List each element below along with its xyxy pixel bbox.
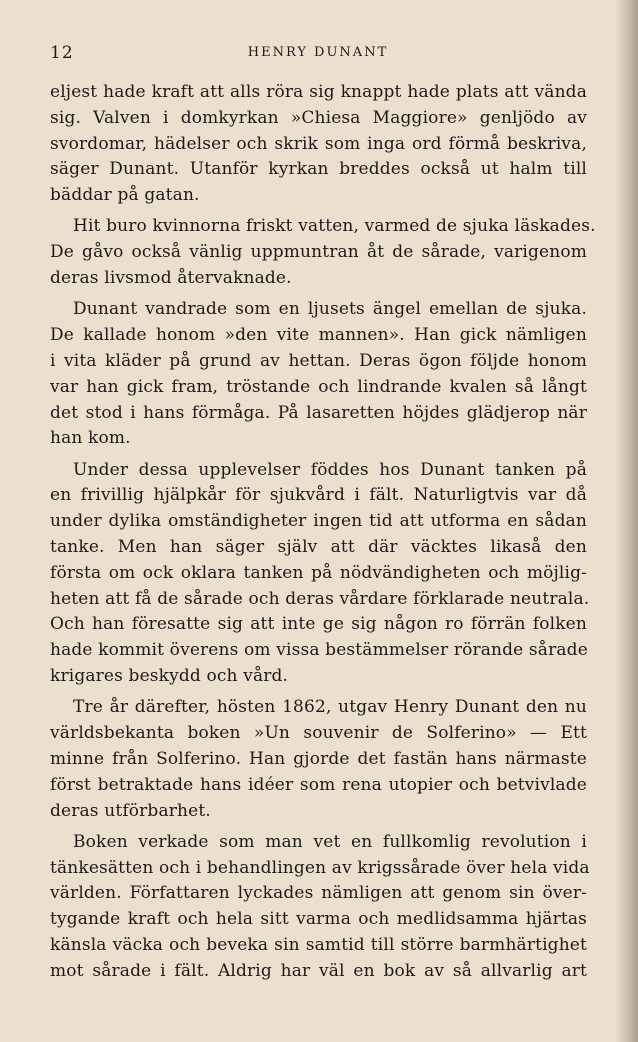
paragraph [50, 297, 587, 452]
text-line: krigares beskydd och vård. [50, 666, 289, 687]
text-line: eljest hade kraft att alls röra sig knappt hade plats att vända [50, 82, 587, 102]
text-line: säger Dunant. Utanför kyrkan breddes också ut halm till [50, 159, 587, 180]
text-line: mot sårade i fält. Aldrig har väl en bok av så allvarlig art [50, 960, 587, 981]
text-line: minne från Solferino. Han gjorde det fastän hans närmaste [50, 748, 587, 769]
paragraph [50, 214, 596, 291]
text-line: världsbekanta boken »Un souvenir de Solferino» — Ett [50, 723, 587, 744]
text-line: i vita kläder på grund av hettan. Deras ögon följde honom [50, 350, 587, 371]
text-line: en frivillig hjälpkår för sjukvård i fält. Naturligtvis var då [50, 485, 587, 506]
text-line: under dylika omständigheter ingen tid att utforma en sådan [50, 511, 587, 532]
text-line: första om ock oklara tanken på nödvändigheten och möjlig- [50, 562, 587, 583]
text-line: Och han föresatte sig att inte ge sig någon ro förrän folken [50, 614, 587, 635]
text-line: De gåvo också vänlig uppmuntran åt de sårade, varigenom [50, 242, 587, 263]
text-line: han kom. [50, 428, 131, 449]
text-line: deras utförbarhet. [50, 800, 211, 821]
text-line: deras livsmod återvaknade. [50, 268, 292, 289]
paragraph [50, 695, 587, 824]
text-line: tygande kraft och hela sitt varma och medlidsamma hjärtas [50, 909, 587, 930]
text-line: Dunant vandrade som en ljusets ängel emellan de sjuka. [73, 299, 587, 320]
page-edge-shadow [616, 0, 638, 1042]
text-line: Under dessa upplevelser föddes hos Dunant tanken på [73, 459, 587, 480]
text-line: Hit buro kvinnorna friskt vatten, varmed de sjuka läskades. [73, 216, 596, 237]
text-line: det stod i hans förmåga. På lasaretten höjdes glädjerop när [50, 402, 587, 423]
text-line: Boken verkade som man vet en fullkomlig revolution i [73, 831, 587, 852]
text-line: hade kommit överens om vissa bestämmelser rörande sårade [50, 640, 588, 661]
body-text [50, 80, 596, 985]
text-line: världen. Författaren lyckades nämligen att genom sin över- [50, 883, 587, 904]
paragraph [50, 80, 587, 209]
text-line: Tre år därefter, hösten 1862, utgav Henry Dunant den nu [73, 697, 587, 718]
text-line: först betraktade hans idéer som rena utopier och betvivlade [50, 774, 587, 795]
text-line: De kallade honom »den vite mannen». Han gick nämligen [50, 325, 587, 346]
page-number: 12 [50, 43, 74, 63]
text-line: tänkesätten och i behandlingen av krigssårade över hela vida [50, 857, 590, 878]
text-line: sig. Valven i domkyrkan »Chiesa Maggiore» genljödo av [50, 107, 587, 128]
text-line: tanke. Men han säger själv att där väcktes likaså den [50, 537, 587, 558]
text-line: bäddar på gatan. [50, 185, 200, 206]
text-line: känsla väcka och beveka sin samtid till större barmhärtighet [50, 935, 587, 955]
paragraph [50, 458, 590, 690]
paragraph [50, 830, 590, 985]
page-header [50, 43, 586, 65]
text-line: heten att få de sårade och deras vårdare förklarade neutrala. [50, 588, 590, 609]
text-line: var han gick fram, tröstande och lindrande kvalen så långt [50, 376, 587, 397]
text-line: svordomar, hädelser och skrik som inga ord förmå beskriva, [50, 133, 587, 154]
running-head: HENRY DUNANT [247, 45, 389, 60]
